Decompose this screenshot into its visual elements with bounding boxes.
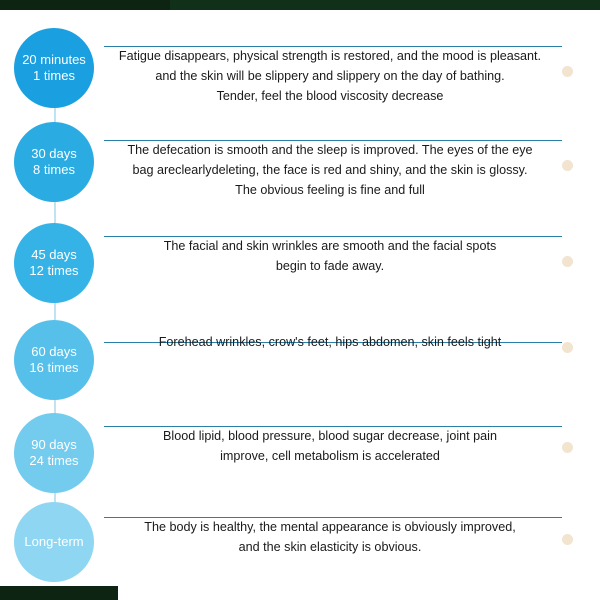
top-band xyxy=(0,0,600,10)
stage-duration: 60 days xyxy=(31,344,77,359)
row-end-dot xyxy=(562,256,573,267)
row-end-dot xyxy=(562,66,573,77)
stage-description-2 xyxy=(104,140,556,200)
bottom-band xyxy=(0,586,600,600)
row-end-dot xyxy=(562,160,573,171)
description-line: The facial and skin wrinkles are smooth and the facial spots xyxy=(163,239,497,253)
stage-duration: 30 days xyxy=(31,146,77,161)
stage-circle-5[interactable] xyxy=(14,413,94,493)
stage-description-1 xyxy=(104,46,556,106)
description-line: and the skin will be slippery and slippery on the day of bathing. xyxy=(155,69,505,83)
stage-circle-2[interactable] xyxy=(14,122,94,202)
row-end-dot xyxy=(562,342,573,353)
description-line: The body is healthy, the mental appearance is obviously improved, xyxy=(144,520,516,534)
stage-circle-4[interactable] xyxy=(14,320,94,400)
stage-duration: Long-term xyxy=(24,534,84,549)
stage-duration: 20 minutes xyxy=(22,52,86,67)
description-line: and the skin elasticity is obvious. xyxy=(238,540,422,554)
description-line: begin to fade away. xyxy=(275,259,385,273)
stage-duration: 45 days xyxy=(31,247,77,262)
timeline-rows xyxy=(0,10,600,586)
stage-circle-3[interactable] xyxy=(14,223,94,303)
stage-count: 8 times xyxy=(33,162,75,177)
stage-description-4 xyxy=(104,332,556,352)
description-line: Fatigue disappears, physical strength is restored, and the mood is pleasant. xyxy=(118,49,542,63)
stage-count: 12 times xyxy=(29,263,79,278)
description-line: Tender, feel the blood viscosity decrease xyxy=(216,89,444,103)
top-band-inner xyxy=(0,0,170,10)
row-end-dot xyxy=(562,534,573,545)
stage-description-5 xyxy=(104,426,556,466)
description-line: bag areclearlydeleting, the face is red and shiny, and the skin is glossy. xyxy=(132,163,528,177)
description-line: Forehead wrinkles, crow's feet, hips abdomen, skin feels tight xyxy=(158,335,502,349)
description-line: The defecation is smooth and the sleep is improved. The eyes of the eye xyxy=(127,143,533,157)
stage-description-3 xyxy=(104,236,556,276)
stage-circle-1[interactable] xyxy=(14,28,94,108)
stage-count: 24 times xyxy=(29,453,79,468)
stage-count: 16 times xyxy=(29,360,79,375)
stage-circle-6[interactable] xyxy=(14,502,94,582)
stage-count: 1 times xyxy=(33,68,75,83)
stage-duration: 90 days xyxy=(31,437,77,452)
bottom-band-inner xyxy=(0,586,118,600)
row-end-dot xyxy=(562,442,573,453)
description-line: Blood lipid, blood pressure, blood sugar decrease, joint pain xyxy=(163,429,497,443)
stage-description-6 xyxy=(104,517,556,557)
description-line: improve, cell metabolism is accelerated xyxy=(220,449,440,463)
description-line: The obvious feeling is fine and full xyxy=(235,183,425,197)
